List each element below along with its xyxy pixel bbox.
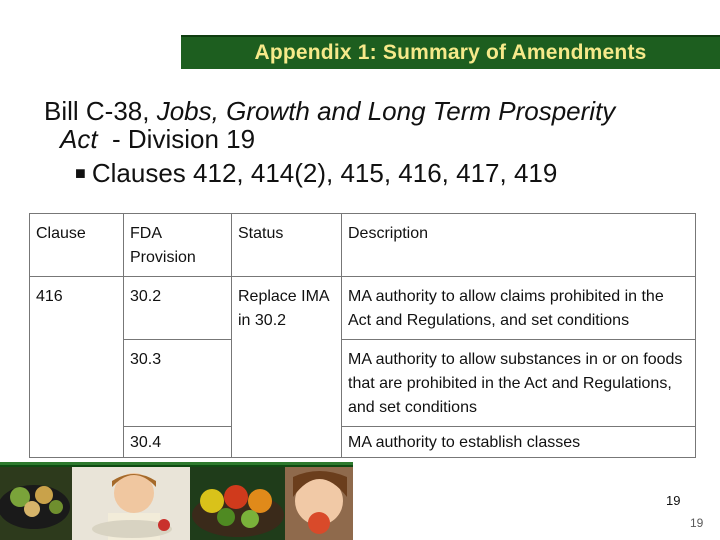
cell-clause: 416 bbox=[30, 277, 124, 340]
cell-provision: 30.2 bbox=[124, 277, 232, 340]
cell-provision: 30.3 bbox=[124, 340, 232, 427]
slide-title: Appendix 1: Summary of Amendments bbox=[254, 41, 647, 64]
table-row bbox=[30, 340, 696, 427]
footer-white-panel bbox=[353, 462, 720, 540]
cell-status bbox=[232, 427, 342, 458]
food-bowl-photo bbox=[0, 467, 72, 540]
cell-description: MA authority to allow substances in or on foods that are prohibited in the Act and Regulations, and set conditions bbox=[342, 340, 696, 427]
bill-heading-line-1 bbox=[44, 96, 615, 127]
amendments-table bbox=[29, 213, 696, 458]
cell-provision: 30.4 bbox=[124, 427, 232, 458]
table-row bbox=[30, 277, 696, 340]
cell-description: MA authority to establish classes bbox=[342, 427, 696, 458]
bullet-square-icon: ■ bbox=[75, 163, 86, 183]
cell-status bbox=[232, 340, 342, 427]
cell-clause bbox=[30, 340, 124, 427]
vegetable-basket-photo bbox=[190, 467, 285, 540]
table-row bbox=[30, 427, 696, 458]
child-eating-photo bbox=[72, 467, 190, 540]
header-status: Status bbox=[232, 214, 342, 277]
page-number: 19 bbox=[666, 493, 681, 508]
header-fda-provision: FDA Provision bbox=[124, 214, 232, 277]
cell-status: Replace IMA in 30.2 bbox=[232, 277, 342, 340]
table-header-row bbox=[30, 214, 696, 277]
cell-description: MA authority to allow claims prohibited in the Act and Regulations, and set conditions bbox=[342, 277, 696, 340]
clauses-bullet bbox=[75, 158, 557, 189]
girl-eating-apple-photo bbox=[285, 467, 353, 540]
act-title: Jobs, Growth and Long Term Prosperity bbox=[156, 96, 616, 126]
bill-number: Bill C-38, bbox=[44, 96, 157, 126]
bill-heading-line-2 bbox=[60, 124, 255, 155]
header-clause: Clause bbox=[30, 214, 124, 277]
header-description: Description bbox=[342, 214, 696, 277]
act-title-end: Act bbox=[60, 124, 98, 154]
cell-clause bbox=[30, 427, 124, 458]
division-label: - Division 19 bbox=[97, 124, 256, 154]
slide-title-banner bbox=[181, 35, 720, 69]
clauses-text: Clauses 412, 414(2), 415, 416, 417, 419 bbox=[91, 158, 558, 188]
slide-number: 19 bbox=[690, 516, 704, 530]
